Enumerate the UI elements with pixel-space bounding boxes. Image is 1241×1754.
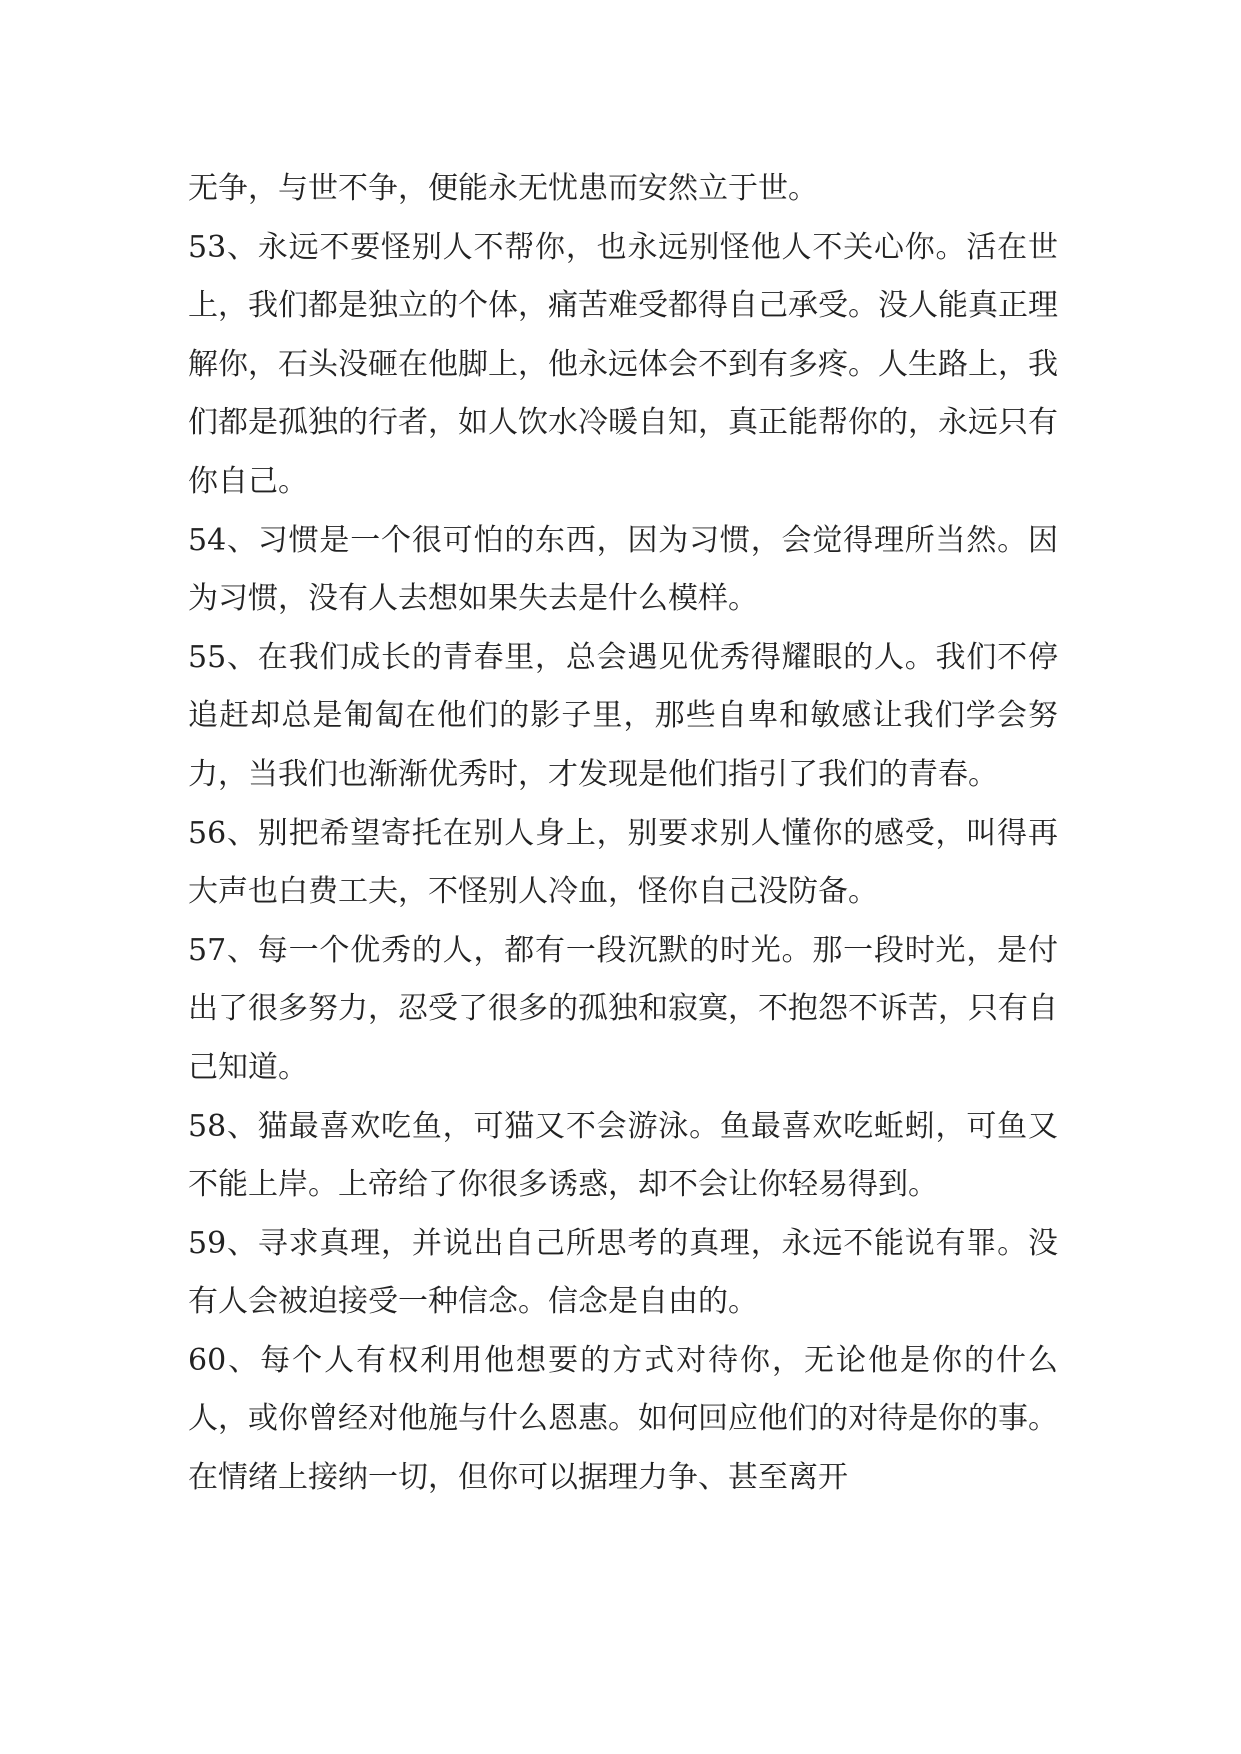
paragraph-59: 59、寻求真理，并说出自己所思考的真理，永远不能说有罪。没有人会被迫接受一种信念。信念是自由的。 [188,1225,1058,1320]
paragraph-53: 53、永远不要怪别人不帮你，也永远别怪他人不关心你。活在世上，我们都是独立的个体，痛苦难受都得自己承受。没人能真正理解你，石头没砸在他脚上，他永远体会不到有多疼。人生路上，我们都是孤独的行者，如人饮水冷暖自知，真正能帮你的，永远只有你自己。 [188,229,1058,499]
paragraph-58: 58、猫最喜欢吃鱼，可猫又不会游泳。鱼最喜欢吃蚯蚓，可鱼又不能上岸。上帝给了你很多诱惑，却不会让你轻易得到。 [188,1108,1058,1203]
document-body [188,160,1058,1508]
paragraph-55: 55、在我们成长的青春里，总会遇见优秀得耀眼的人。我们不停追赶却总是匍匐在他们的影子里，那些自卑和敏感让我们学会努力，当我们也渐渐优秀时，才发现是他们指引了我们的青春。 [188,639,1058,792]
paragraph-57: 57、每一个优秀的人，都有一段沉默的时光。那一段时光，是付出了很多努力，忍受了很多的孤独和寂寞，不抱怨不诉苦，只有自己知道。 [188,932,1058,1085]
paragraph-54: 54、习惯是一个很可怕的东西，因为习惯，会觉得理所当然。因为习惯，没有人去想如果失去是什么模样。 [188,522,1058,617]
paragraph-56: 56、别把希望寄托在别人身上，别要求别人懂你的感受，叫得再大声也白费工夫，不怪别人冷血，怪你自己没防备。 [188,815,1058,910]
paragraph-continuation: 无争，与世不争，便能永无忧患而安然立于世。 [188,171,818,206]
paragraph-60: 60、每个人有权利用他想要的方式对待你，无论他是你的什么人，或你曾经对他施与什么恩惠。如何回应他们的对待是你的事。在情绪上接纳一切，但你可以据理力争、甚至离开 [188,1342,1058,1496]
